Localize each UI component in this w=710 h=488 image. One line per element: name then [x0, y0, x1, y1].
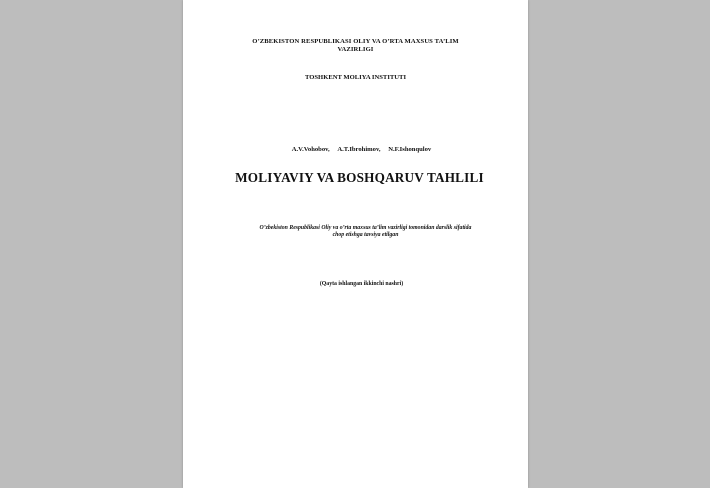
approval-note: [193, 225, 538, 238]
approval-line-1: O’zbekiston Respublikasi Oliy va o’rta maxsus ta’lim vazirligi tomonidan darslik sifatida: [259, 225, 472, 231]
ministry-heading: [183, 38, 528, 53]
ministry-line-1: O’ZBEKISTON RESPUBLIKASI OLIY VA O’RTA MAXSUS TA’LIM: [252, 38, 459, 45]
edition-note: (Qayta ishlangan ikkinchi nashri): [319, 281, 404, 287]
institute-name: TOSHKENT MOLIYA INSTITUTI: [304, 74, 407, 81]
author-3: N.F.Ishonqulov: [388, 146, 432, 153]
document-title: MOLIYAVIY VA BOSHQARUV TAHLILI: [235, 170, 484, 185]
ministry-line-2: VAZIRLIGI: [337, 45, 374, 53]
document-page: [183, 0, 528, 488]
approval-line-2: chop etishga tavsiya etilgan: [332, 231, 399, 238]
authors: [189, 146, 534, 154]
author-1: A.V.Vohobov,: [291, 146, 330, 153]
author-2: A.T.Ibrohimov,: [337, 146, 381, 153]
